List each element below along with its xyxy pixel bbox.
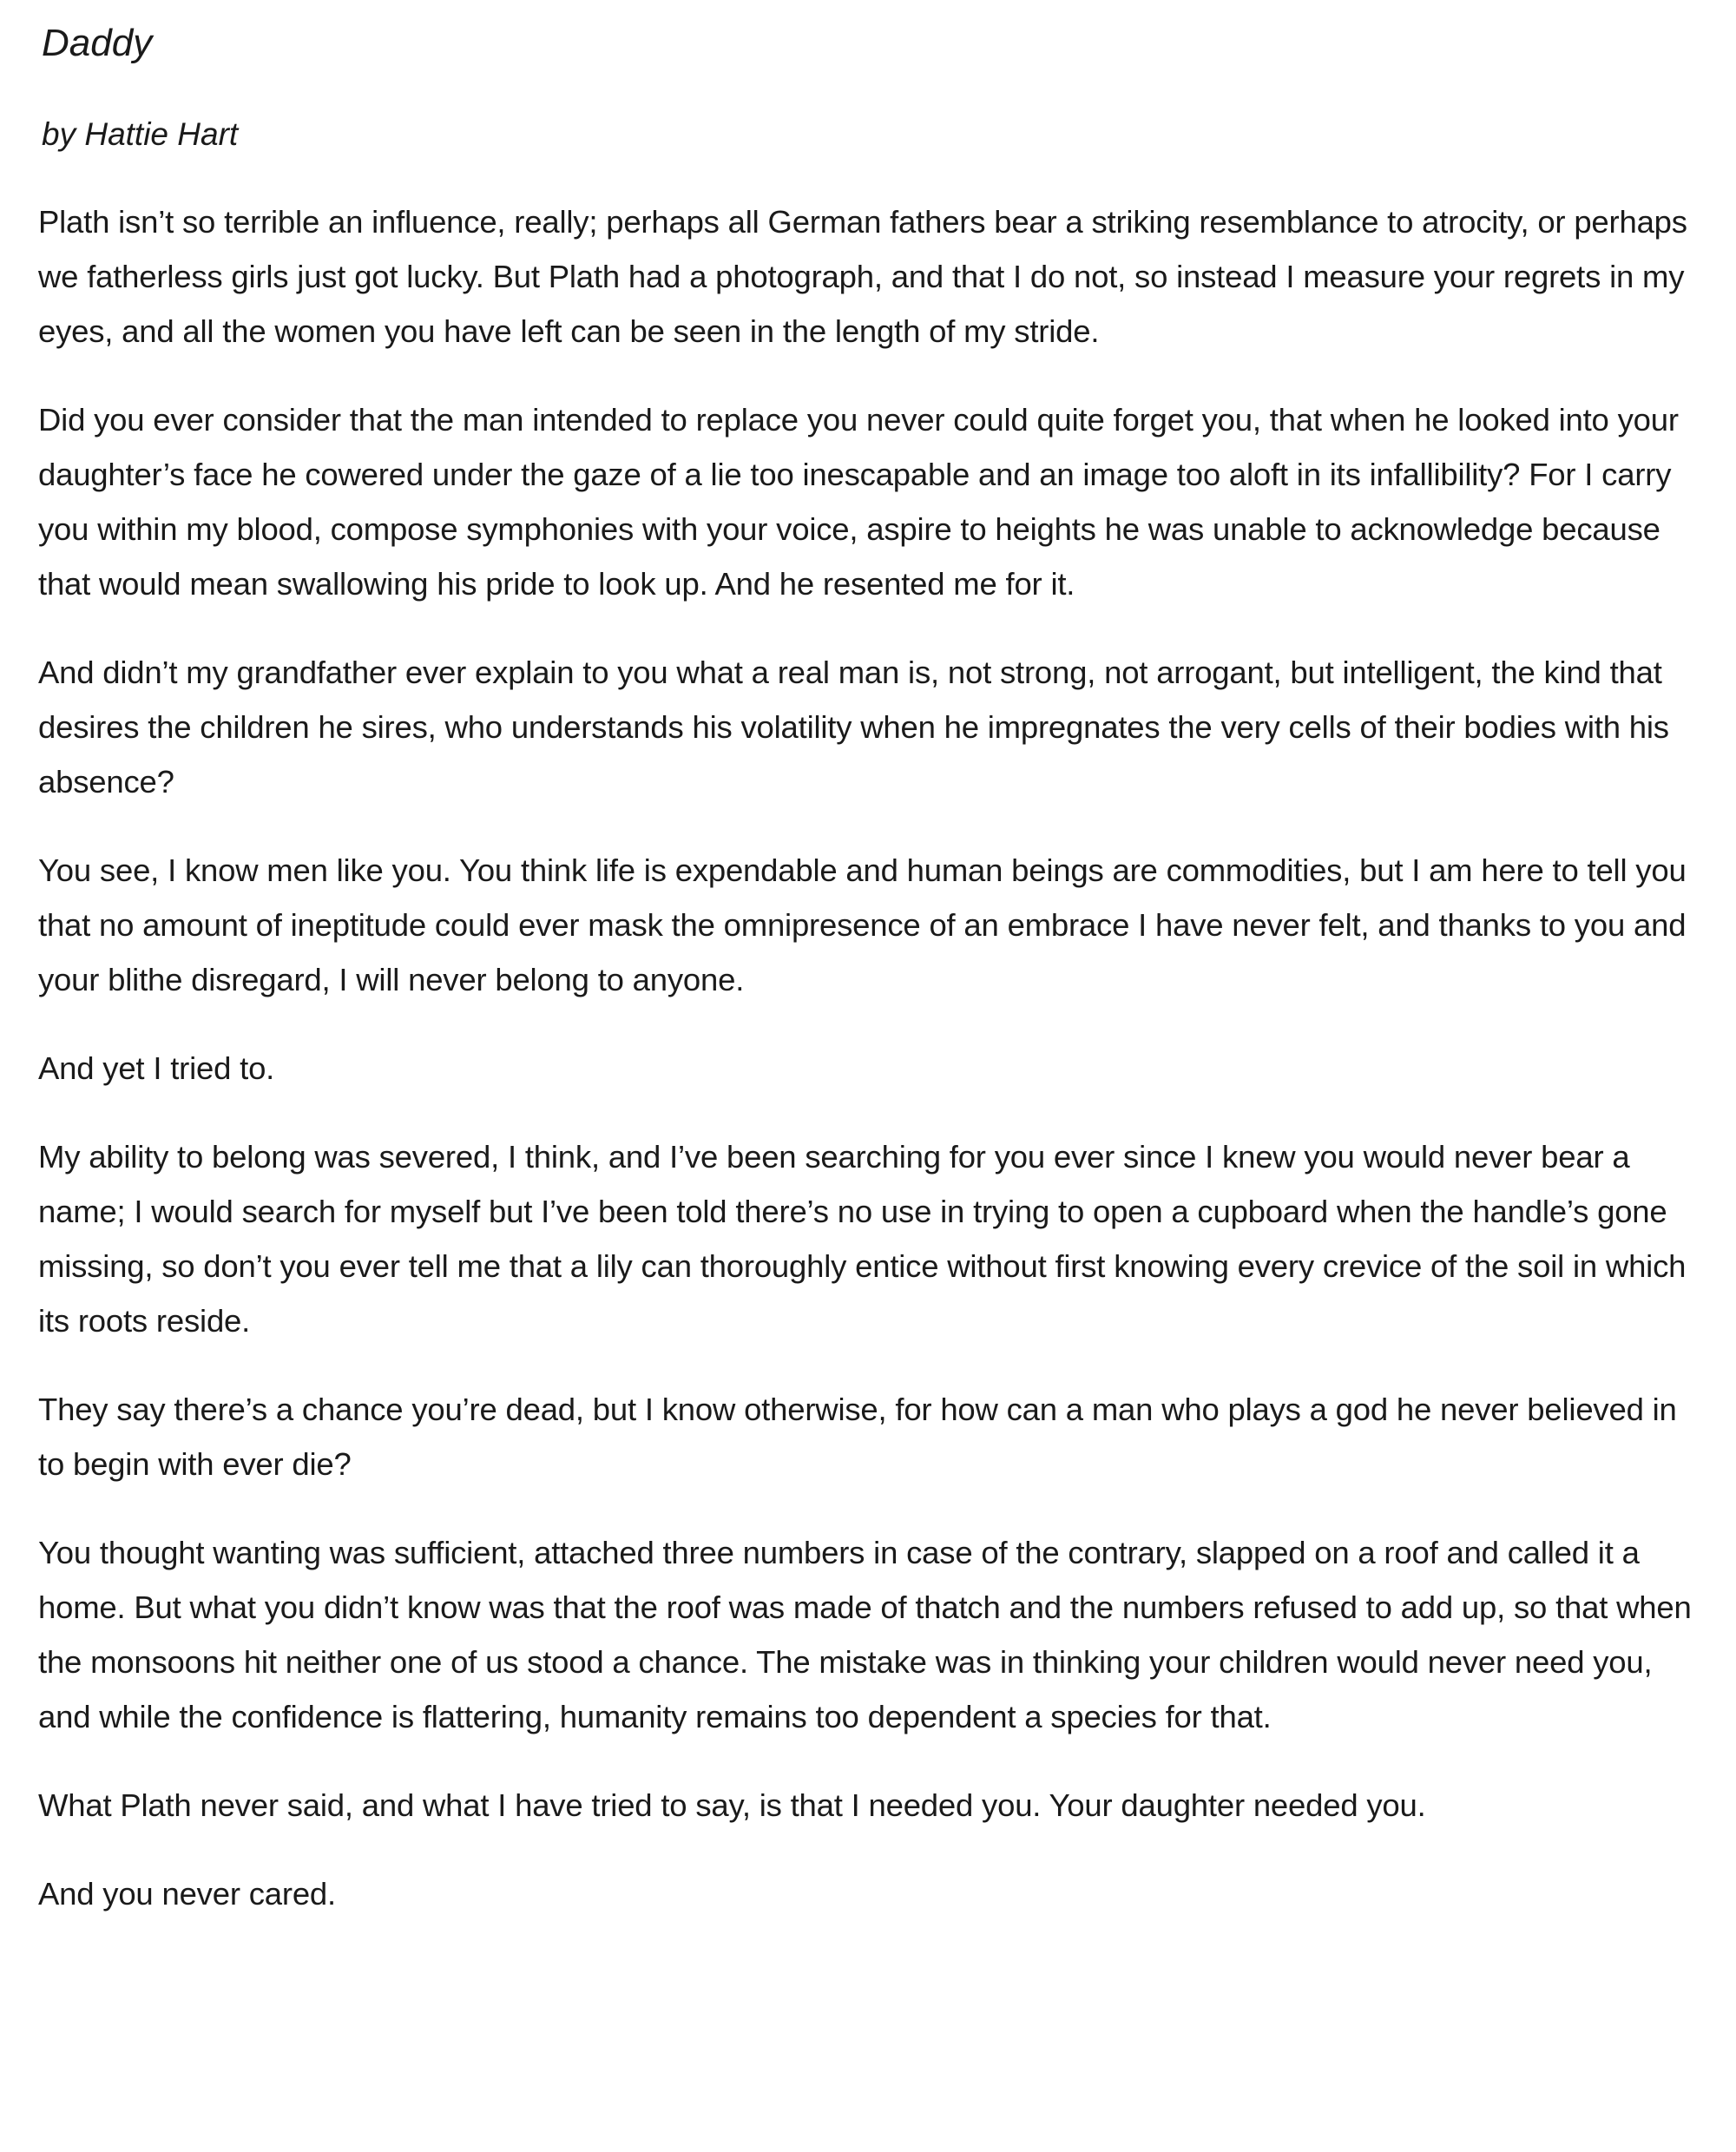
paragraph: Plath isn’t so terrible an influence, really; perhaps all German fathers bear a striking resemblance to atrocity, or perhaps we fatherless girls just got lucky. But Plath had a photograph, and that I do not, so instead I measure your regrets in my eyes, and all the women you have left can be seen in the length of my stride. [38, 204, 1687, 349]
paragraph: You thought wanting was sufficient, attached three numbers in case of the contrary, slapped on a roof and called it a home. But what you didn’t know was that the roof was made of thatch and the numbers refused to add up, so that when the monsoons hit neither one of us stood a chance. The mistake was in thinking your children would never need you, and while the confidence is flattering, humanity remains too dependent a species for that. [38, 1535, 1692, 1734]
paragraph: And didn’t my grandfather ever explain to you what a real man is, not strong, not arrogant, but intelligent, the kind that desires the children he sires, who understands his volatility when he impregnates the very cells of their bodies with his absence? [38, 655, 1669, 800]
paragraph: Did you ever consider that the man intended to replace you never could quite forget you, that when he looked into your daughter’s face he cowered under the gaze of a lie too inescapable and an image too aloft in its infallibility? For I carry you within my blood, compose symphonies with your voice, aspire to heights he was unable to acknowledge because that would mean swallowing his pride to look up. And he resented me for it. [38, 402, 1679, 602]
paragraph: What Plath never said, and what I have tried to say, is that I needed you. Your daughter needed you. [38, 1787, 1426, 1823]
paragraph: And yet I tried to. [38, 1050, 275, 1086]
author-byline: by Hattie Hart [42, 116, 239, 152]
paragraph: And you never cared. [38, 1876, 336, 1912]
document-page [38, 16, 1705, 1955]
paragraph: You see, I know men like you. You think life is expendable and human beings are commodities, but I am here to tell you that no amount of ineptitude could ever mask the omnipresence of an embrace I have never felt, and thanks to you and your blithe disregard, I will never belong to anyone. [38, 852, 1687, 997]
paragraph: My ability to belong was severed, I think, and I’ve been searching for you ever since I knew you would never bear a name; I would search for myself but I’ve been told there’s no use in trying to open a cupboard when the handle’s gone missing, so don’t you ever tell me that a lily can thoroughly entice without first knowing every crevice of the soil in which its roots reside. [38, 1139, 1687, 1339]
paragraph: They say there’s a chance you’re dead, but I know otherwise, for how can a man who plays a god he never believed in to begin with ever die? [38, 1392, 1677, 1482]
document-title: Daddy [42, 22, 153, 64]
